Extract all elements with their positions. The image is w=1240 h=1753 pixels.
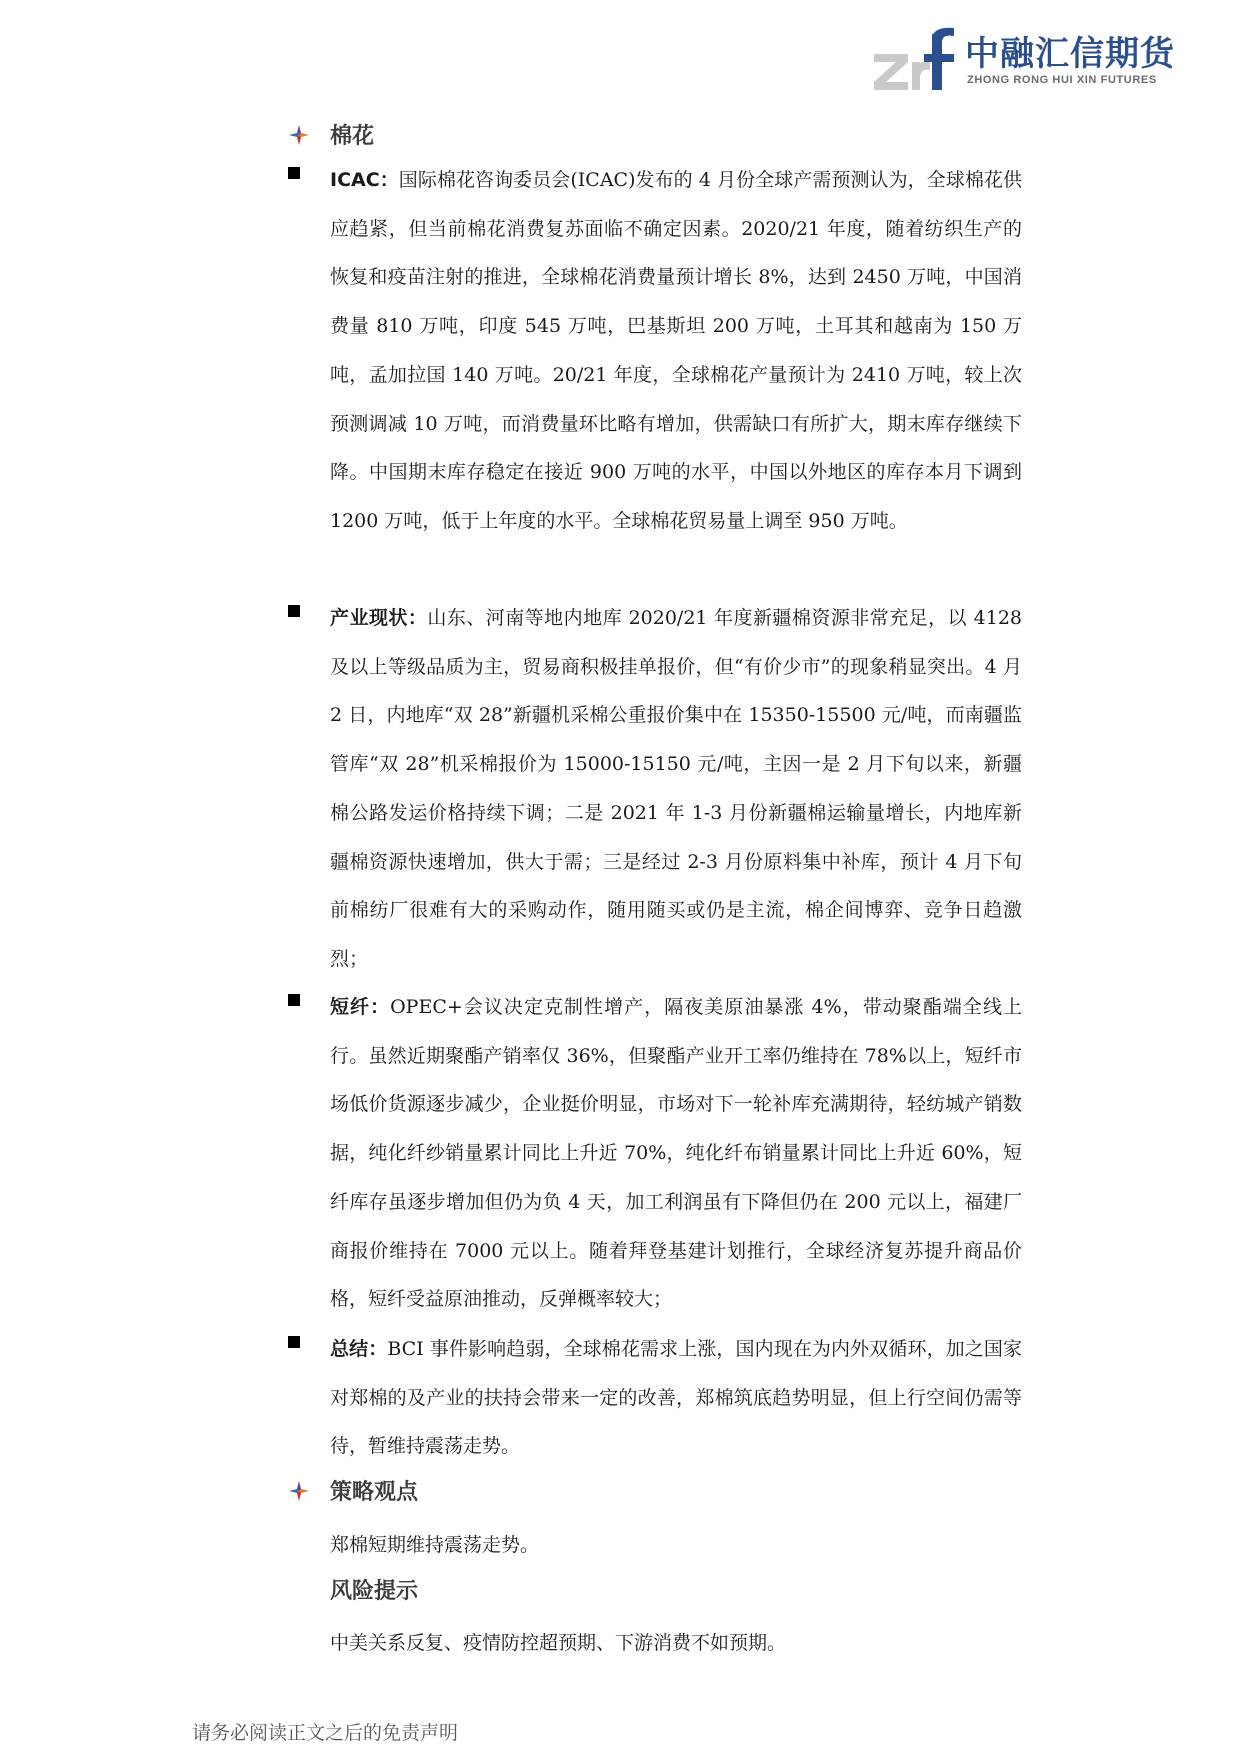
- bullet-paragraph: [330, 1325, 1022, 1471]
- logo-english-name: ZHONG RONG HUI XIN FUTURES: [967, 74, 1157, 86]
- bullet-item: [288, 594, 1028, 984]
- bullet-item: [288, 156, 1028, 546]
- bullet-paragraph: [330, 983, 1022, 1324]
- square-bullet-icon: [288, 167, 300, 179]
- section-heading-strategy: [288, 1475, 418, 1506]
- risk-text: 中美关系反复、疫情防控超预期、下游消费不如预期。: [330, 1632, 787, 1654]
- section-title: 策略观点: [330, 1480, 419, 1505]
- bullet-label: ICAC：: [330, 169, 399, 191]
- logo-chinese-name: 中融汇信期货: [965, 34, 1175, 74]
- section-title: 风险提示: [330, 1579, 419, 1604]
- bullet-text: 山东、河南等地内地库 2020/21 年度新疆棉资源非常充足，以 4128 及以上等级品质为主，贸易商积极挂单报价，但“有价少市”的现象稍显突出。4 月 2 日，内地库“双 28”新疆机采棉公重报价集中在 15350-15500 元/吨，而南疆监管库“双 28”机采棉报价为 15000-15150 元/吨，主因一是 2 月下旬以来，新疆棉公路发运价格持续下调；二是 2021 年 1-3 月份新疆棉运输量增长，内地库新疆棉资源快速增加，供大于需；三是经过 2-3 月份原料集中补库，预计 4 月下旬前棉纺厂很难有大的采购动作，随用随买或仍是主流，棉企间博弈、竞争日趋激烈；: [330, 607, 1022, 970]
- section-title: 棉花: [330, 124, 375, 149]
- bullet-item: [288, 1325, 1028, 1471]
- bullet-text: OPEC+会议决定克制性增产，隔夜美原油暴涨 4%，带动聚酯端全线上行。虽然近期聚酯产销率仅 36%，但聚酯产业开工率仍维持在 78%以上，短纤市场低价货源逐步减少，企业挺价明显，市场对下一轮补库充满期待，轻纺城产销数据，纯化纤纱销量累计同比上升近 70%，纯化纤布销量累计同比上升近 60%，短纤库存虽逐步增加但仍为负 4 天，加工利润虽有下降但仍在 200 元以上，福建厂商报价维持在 7000 元以上。随着拜登基建计划推行，全球经济复苏提升商品价格，短纤受益原油推动，反弹概率较大；: [330, 996, 1022, 1311]
- bullet-text: BCI 事件影响趋弱，全球棉花需求上涨，国内现在为内外双循环，加之国家对郑棉的及产业的扶持会带来一定的改善，郑棉筑底趋势明显，但上行空间仍需等待，暂维持震荡走势。: [330, 1338, 1022, 1458]
- square-bullet-icon: [288, 994, 300, 1006]
- section-heading-cotton: [288, 119, 374, 150]
- compass-star-icon: [288, 1480, 310, 1502]
- logo-mark-icon: [870, 24, 960, 94]
- strategy-text: 郑棉短期维持震荡走势。: [330, 1534, 540, 1556]
- bullet-label: 总结：: [330, 1338, 388, 1360]
- bullet-label: 短纤：: [330, 996, 391, 1018]
- disclaimer-footer: 请务必阅读正文之后的免责声明: [192, 1722, 459, 1744]
- square-bullet-icon: [288, 1336, 300, 1348]
- bullet-paragraph: [330, 156, 1022, 546]
- compass-star-icon: [288, 124, 310, 146]
- bullet-item: [288, 983, 1028, 1324]
- bullet-paragraph: [330, 594, 1022, 984]
- bullet-label: 产业现状：: [330, 607, 428, 629]
- bullet-text: 国际棉花咨询委员会(ICAC)发布的 4 月份全球产需预测认为，全球棉花供应趋紧，但当前棉花消费复苏面临不确定因素。2020/21 年度，随着纺织生产的恢复和疫苗注射的推进，全球棉花消费量预计增长 8%，达到 2450 万吨，中国消费量 810 万吨，印度 545 万吨，巴基斯坦 200 万吨，土耳其和越南为 150 万吨，孟加拉国 140 万吨。20/21 年度，全球棉花产量预计为 2410 万吨，较上次预测调减 10 万吨，而消费量环比略有增加，供需缺口有所扩大，期末库存继续下降。中国期末库存稳定在接近 900 万吨的水平，中国以外地区的库存本月下调到 1200 万吨，低于上年度的水平。全球棉花贸易量上调至 950 万吨。: [330, 169, 1022, 532]
- square-bullet-icon: [288, 605, 300, 617]
- section-heading-risk: [330, 1574, 418, 1605]
- company-logo: [870, 24, 1200, 96]
